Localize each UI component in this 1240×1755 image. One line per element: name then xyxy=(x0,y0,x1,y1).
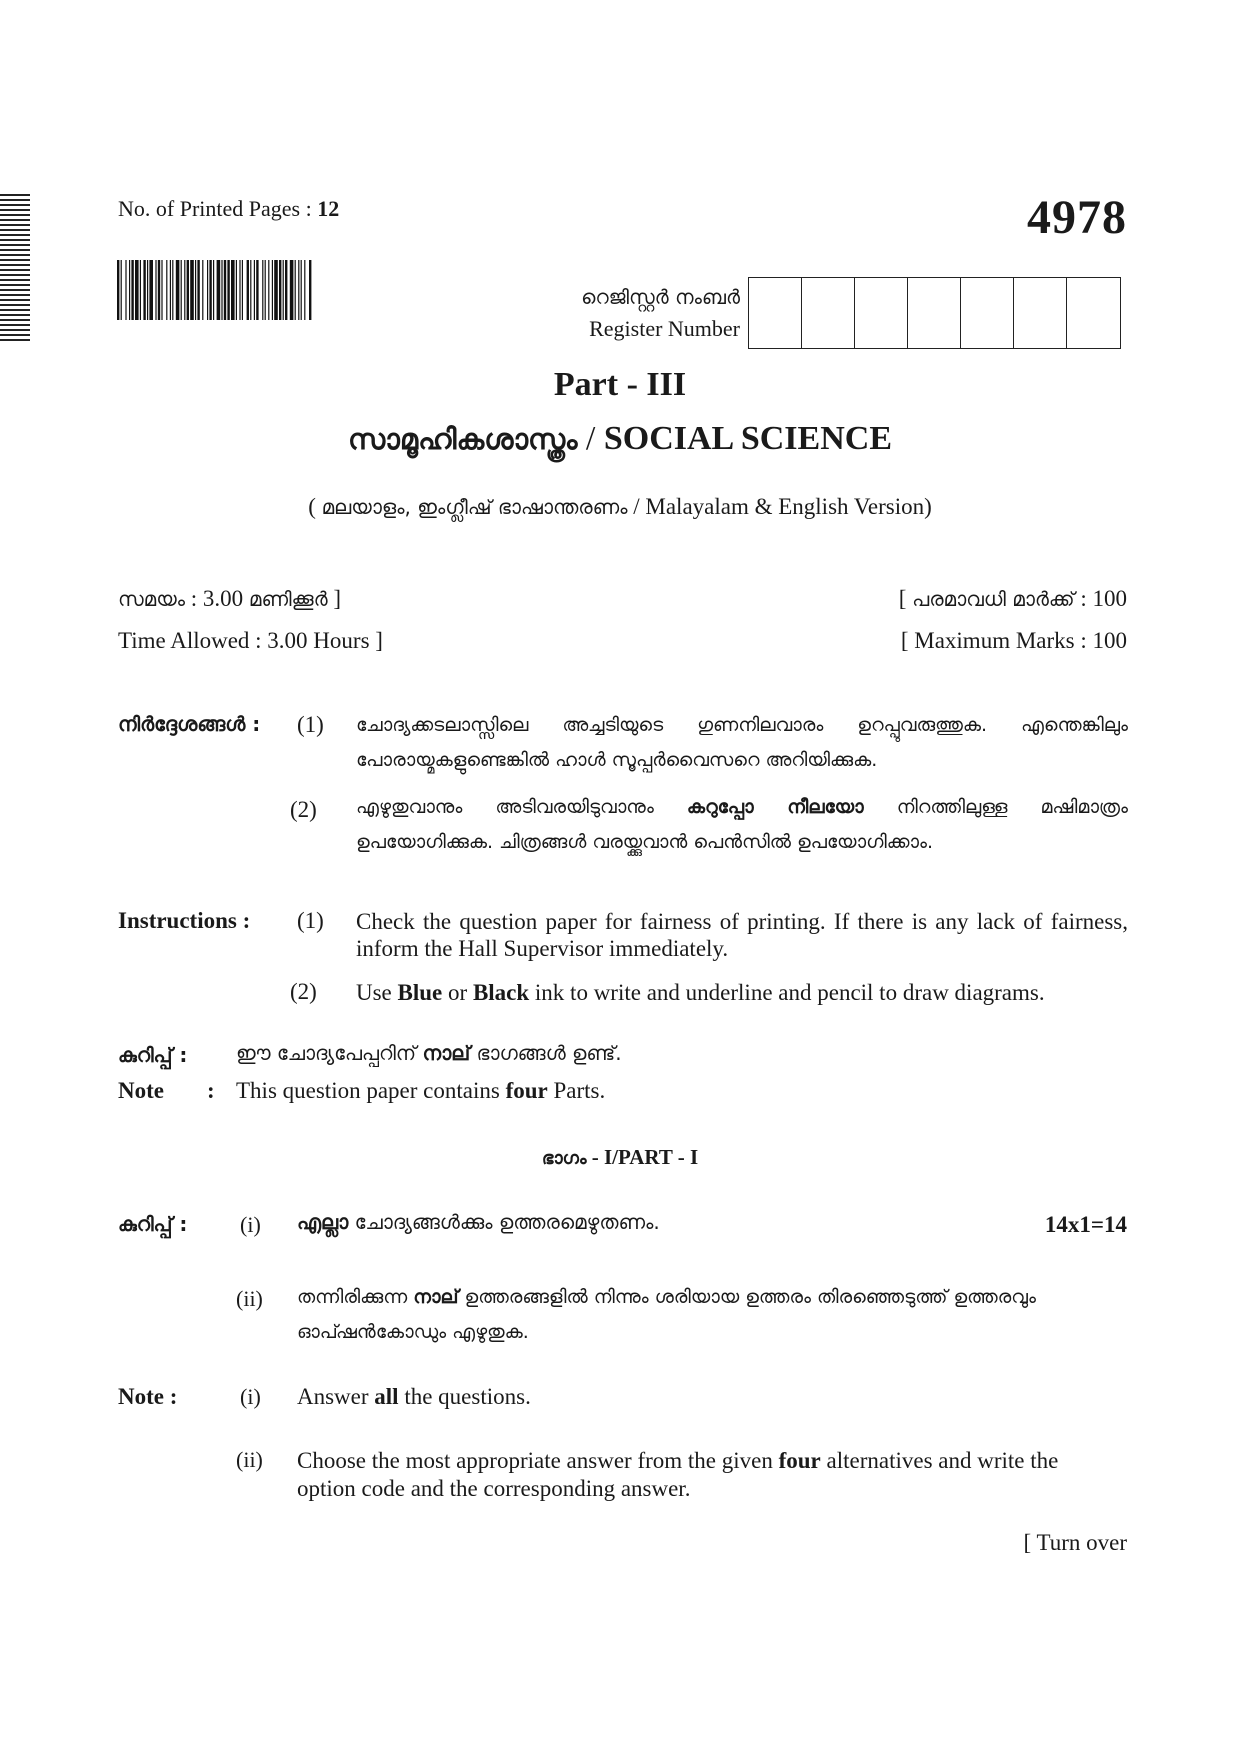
part1-ml-ii-number: (ii) xyxy=(236,1286,263,1311)
barcode-bar xyxy=(301,260,302,320)
part1-en-ii-number: (ii) xyxy=(236,1447,263,1472)
barcode-bar xyxy=(187,260,189,320)
barcode-bar xyxy=(202,260,203,320)
barcode-bar xyxy=(217,260,221,320)
printed-pages-label: No. of Printed Pages : xyxy=(118,196,312,221)
edge-registration-marks xyxy=(0,194,30,344)
note-en-label: Note xyxy=(118,1078,164,1103)
barcode-bar xyxy=(197,260,199,320)
barcode-bar xyxy=(125,260,126,320)
time-ml-unit: മണിക്കൂർ xyxy=(248,587,328,611)
part1-note-ml-label: കുറിപ്പ് : xyxy=(118,1212,188,1236)
barcode-bar xyxy=(166,260,167,320)
instructions-ml-label: നിർദ്ദേശങ്ങൾ : xyxy=(118,712,261,736)
instruction-ml-2-bold: കറുപ്പോ നീലയോ xyxy=(686,796,864,818)
instruction-en-2 xyxy=(356,979,1136,1006)
instruction-en-2-d: ink to write and underline and pencil to draw diagrams. xyxy=(529,980,1045,1005)
barcode-bar xyxy=(147,260,148,320)
paper-code: 4978 xyxy=(1027,191,1127,244)
subject-title xyxy=(0,420,1240,458)
register-label-en: Register Number xyxy=(589,316,740,341)
part1-ml-i-number: (i) xyxy=(240,1212,261,1237)
note-ml-post: ഭാഗങ്ങൾ ഉണ്ട്. xyxy=(470,1041,622,1065)
barcode-bar xyxy=(172,260,173,320)
instruction-en-2-c: or xyxy=(442,980,473,1005)
note-en-bold: four xyxy=(505,1078,548,1103)
part1-ml-ii-post: ഉത്തരങ്ങളിൽ നിന്നും ശരിയായ ഉത്തരം തിരഞ്ഞെടുത്ത് ഉത്തരവും ഓപ്ഷൻകോഡും എഴുതുക. xyxy=(297,1286,1036,1343)
instruction-en-2-blue: Blue xyxy=(397,980,443,1005)
version-ml: മലയാളം, ഇംഗ്ലീഷ് ഭാഷാന്തരണം xyxy=(321,495,628,519)
barcode-bar xyxy=(242,260,243,320)
barcode-bar xyxy=(181,260,182,320)
instruction-ml-2-number: (2) xyxy=(290,797,317,822)
version-en: / Malayalam & English Version) xyxy=(627,494,932,519)
register-digit-box[interactable] xyxy=(855,278,908,348)
register-digit-box[interactable] xyxy=(1014,278,1067,348)
part1-heading-ml: ഭാഗം xyxy=(541,1148,587,1169)
register-number-boxes[interactable] xyxy=(748,277,1121,349)
part1-marks: 14x1=14 xyxy=(1044,1212,1127,1237)
part1-note-en-label: Note : xyxy=(118,1384,178,1409)
part1-heading-en: - I/PART - I xyxy=(586,1145,699,1169)
part1-ml-i xyxy=(297,1210,660,1234)
barcode-bar xyxy=(250,260,251,320)
part1-ml-ii-bold: നാല് xyxy=(413,1286,459,1308)
note-en-text xyxy=(236,1078,605,1104)
note-en-colon: : xyxy=(207,1078,215,1103)
part1-ml-i-post: ചോദ്യങ്ങൾക്കും ഉത്തരമെഴുതണം. xyxy=(348,1210,660,1234)
maximum-marks-en: [ Maximum Marks : 100 xyxy=(900,628,1127,653)
barcode-bar xyxy=(224,260,226,320)
barcode-bar xyxy=(254,260,255,320)
barcode-bar xyxy=(236,260,237,320)
maximum-marks-ml xyxy=(899,586,1127,612)
instruction-en-2-a: Use xyxy=(356,980,398,1005)
instruction-ml-2-post: നിറത്തിലുള്ള മഷിമാത്രം ഉപയോഗിക്കുക. ചിത്രങ്ങൾ വരയ്ക്കുവാൻ പെൻസിൽ ഉപയോഗിക്കാം. xyxy=(356,796,1129,853)
register-digit-box[interactable] xyxy=(1067,278,1120,348)
barcode-bar xyxy=(209,260,211,320)
part-title: Part - III xyxy=(553,366,687,403)
barcode-bar xyxy=(158,260,160,320)
barcode-bar xyxy=(290,260,294,320)
instruction-ml-2 xyxy=(356,790,1128,860)
barcode-bar xyxy=(135,260,139,320)
instruction-ml-1-number: (1) xyxy=(297,712,324,737)
barcode-bar xyxy=(155,260,156,320)
barcode-bar xyxy=(262,260,263,320)
barcode-bar xyxy=(239,260,240,320)
part1-en-i-number: (i) xyxy=(240,1384,261,1409)
version-open: ( xyxy=(308,494,322,519)
note-en-post: Parts. xyxy=(547,1078,606,1103)
part1-en-ii-bold: four xyxy=(778,1448,821,1473)
barcode-bar xyxy=(283,260,284,320)
note-ml-label: കുറിപ്പ് : xyxy=(118,1043,188,1067)
instruction-en-2-number: (2) xyxy=(290,979,317,1004)
subject-title-ml: സാമൂഹികശാസ്ത്രം xyxy=(348,422,578,456)
part1-en-i-post: the questions. xyxy=(398,1384,531,1409)
part1-en-ii xyxy=(297,1447,1077,1503)
barcode-bar xyxy=(309,260,311,320)
time-ml-close: ] xyxy=(327,586,342,611)
barcode-bar xyxy=(184,260,185,320)
barcode-bar xyxy=(121,260,122,320)
barcode-bar xyxy=(176,260,180,320)
time-ml-label: സമയം xyxy=(118,587,186,611)
part1-ml-ii xyxy=(297,1280,1097,1350)
marks-ml-open: [ xyxy=(898,586,913,611)
barcode-bar xyxy=(227,260,229,320)
instructions-en-label: Instructions : xyxy=(118,908,251,933)
barcode-bar xyxy=(170,260,171,320)
note-ml-bold: നാല് xyxy=(422,1041,471,1065)
barcode-bar xyxy=(129,260,130,320)
barcode-bar xyxy=(221,260,222,320)
part1-en-i-pre: Answer xyxy=(297,1384,375,1409)
barcode-bar xyxy=(256,260,258,320)
barcode-bar xyxy=(143,260,145,320)
register-digit-box[interactable] xyxy=(749,278,802,348)
register-label-ml: റെജിസ്റ്റർ നംബർ xyxy=(581,285,740,309)
part1-en-i-bold: all xyxy=(374,1384,399,1409)
part1-ml-ii-pre: തന്നിരിക്കുന്ന xyxy=(297,1286,414,1308)
register-number-label xyxy=(500,282,740,344)
barcode-bar xyxy=(304,260,305,320)
barcode-bar xyxy=(274,260,278,320)
barcode-bar xyxy=(265,260,266,320)
time-allowed-ml xyxy=(118,586,341,612)
barcode-bar xyxy=(149,260,153,320)
turn-over: [ Turn over xyxy=(1023,1530,1127,1555)
barcode-bar xyxy=(279,260,281,320)
barcode-bar xyxy=(268,260,269,320)
register-digit-box[interactable] xyxy=(908,278,961,348)
instruction-ml-2-pre: എഴുതുവാനും അടിവരയിടുവാനും xyxy=(356,796,687,818)
barcode-bar xyxy=(272,260,273,320)
part1-en-ii-pre: Choose the most appropriate answer from the given xyxy=(297,1448,779,1473)
version-line xyxy=(0,494,1240,520)
part1-en-i xyxy=(297,1384,531,1410)
instruction-en-2-black: Black xyxy=(472,980,530,1005)
barcode xyxy=(117,260,415,320)
barcode-bar xyxy=(190,260,194,320)
barcode-bar xyxy=(195,260,196,320)
subject-title-en: SOCIAL SCIENCE xyxy=(603,420,892,457)
barcode-bar xyxy=(231,260,235,320)
barcode-bar xyxy=(117,260,119,320)
barcode-bar xyxy=(140,260,141,320)
printed-pages xyxy=(118,196,339,222)
marks-ml-value: : 100 xyxy=(1074,586,1127,611)
barcode-bar xyxy=(131,260,133,320)
note-ml-text xyxy=(236,1041,622,1065)
register-digit-box[interactable] xyxy=(802,278,855,348)
part1-heading xyxy=(0,1145,1240,1170)
time-allowed-en: Time Allowed : 3.00 Hours ] xyxy=(118,628,383,653)
instruction-ml-1: ചോദ്യക്കടലാസ്സിലെ അച്ചടിയുടെ ഗുണനിലവാരം ഉറപ്പുവരുത്തുക. എന്തെങ്കിലും പോരായ്മകളുണ്ടെങ്കിൽ ഹാൾ സൂപ്പർവൈസറെ അറിയിക്കുക. xyxy=(356,714,1128,771)
barcode-bar xyxy=(213,260,214,320)
barcode-bar xyxy=(298,260,299,320)
register-digit-box[interactable] xyxy=(961,278,1014,348)
instruction-en-1-number: (1) xyxy=(297,908,324,933)
barcode-bar xyxy=(247,260,249,320)
part1-en-ii-post: alternatives and write the option code and the corresponding answer. xyxy=(297,1448,1059,1501)
note-ml-pre: ഈ ചോദ്യപേപ്പറിന് xyxy=(236,1041,423,1065)
barcode-bar xyxy=(285,260,287,320)
note-en-pre: This question paper contains xyxy=(236,1078,506,1103)
barcode-bar xyxy=(207,260,208,320)
subject-separator: / xyxy=(577,420,604,457)
time-ml-value: : 3.00 xyxy=(185,586,249,611)
barcode-bar xyxy=(295,260,296,320)
barcode-bar xyxy=(161,260,162,320)
printed-pages-value: 12 xyxy=(317,196,340,221)
part1-ml-i-bold: എല്ലാ xyxy=(297,1210,349,1234)
instruction-en-1: Check the question paper for fairness of printing. If there is any lack of fairness, inform the Hall Supervisor immediately. xyxy=(356,909,1128,961)
marks-ml-label: പരമാവധി മാർക്ക് xyxy=(912,587,1075,611)
